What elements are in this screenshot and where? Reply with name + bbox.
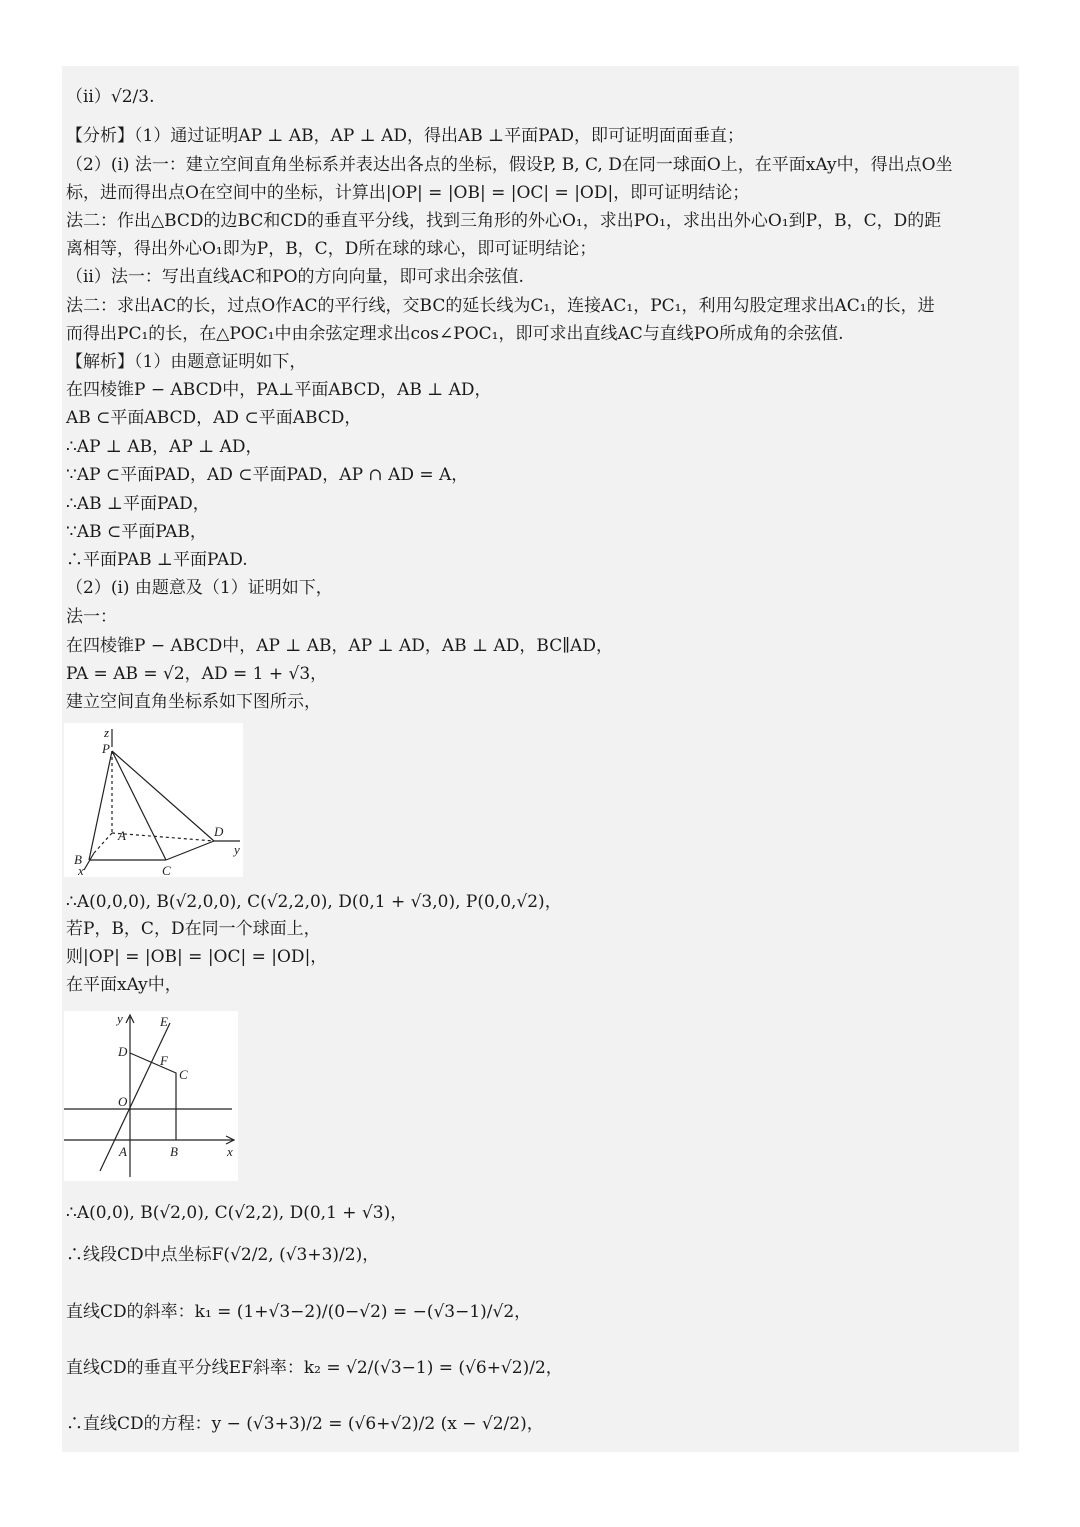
fig2-label-E: E (160, 1014, 168, 1029)
fig2-label-y: y (117, 1011, 123, 1026)
analysis-line-4: 法二：作出△BCD的边BC和CD的垂直平分线，找到三角形的外心O₁，求出PO₁，求出出外心O₁到P，B，C，D的距 (66, 211, 942, 231)
plane-figure (64, 1011, 238, 1181)
solution-line-3: AB ⊂平面ABCD，AD ⊂平面ABCD， (66, 408, 362, 428)
fig2-label-D: D (118, 1044, 128, 1059)
solution-line-22: ∴直线CD的方程：y − (√3+3)/2 = (√6+√2)/2 (x − √2/2)， (66, 1414, 544, 1434)
solution-line-5: ∵AP ⊂平面PAD，AD ⊂平面PAD，AP ∩ AD = A， (66, 465, 469, 485)
fig1-label-A: A (118, 828, 126, 843)
fig1-label-P: P (102, 741, 110, 756)
fig2-label-A: A (119, 1144, 127, 1159)
analysis-line-2: （2）(i) 法一：建立空间直角坐标系并表达出各点的坐标，假设P, B, C, D在同一球面O上，在平面xAy中，得出点O坐 (66, 155, 953, 175)
analysis-line-5: 离相等，得出外心O₁即为P，B，C，D所在球的球心，即可证明结论； (66, 239, 597, 259)
document-page (62, 66, 1019, 1452)
solution-line-21: 直线CD的垂直平分线EF斜率：k₂ = √2/(√3−1) = (√6+√2)/2， (66, 1358, 563, 1378)
solution-line-4: ∴AP ⊥ AB，AP ⊥ AD， (66, 437, 263, 457)
analysis-line-3: 标，进而得出点O在空间中的坐标，计算出|OP| = |OB| = |OC| = |OD|，即可证明结论； (66, 183, 750, 203)
analysis-line-6: （ii）法一：写出直线AC和PO的方向向量，即可求出余弦值. (66, 267, 524, 287)
pyramid-figure (64, 723, 243, 877)
solution-line-6: ∴AB ⊥平面PAD， (66, 494, 210, 514)
solution-line-7: ∵AB ⊂平面PAB， (66, 522, 207, 542)
fig1-label-D: D (214, 824, 224, 839)
fig1-label-z: z (104, 725, 110, 740)
solution-line-10: 法一： (66, 607, 117, 627)
solution-line-13: 建立空间直角坐标系如下图所示， (66, 692, 321, 712)
solution-line-14: ∴A(0,0,0), B(√2,0,0), C(√2,2,0), D(0,1 + √3,0), P(0,0,√2)， (66, 892, 562, 912)
fig1-label-C: C (162, 863, 171, 877)
solution-line-16: 则|OP| = |OB| = |OC| = |OD|， (66, 947, 328, 967)
solution-line-8: ∴平面PAB ⊥平面PAD. (66, 550, 248, 570)
fig2-label-x: x (227, 1144, 233, 1159)
analysis-line-1: 【分析】（1）通过证明AP ⊥ AB，AP ⊥ AD，得出AB ⊥平面PAD，即可证明面面垂直； (66, 126, 744, 146)
solution-line-20: 直线CD的斜率：k₁ = (1+√3−2)/(0−√2) = −(√3−1)/√2， (66, 1302, 532, 1322)
solution-line-9: （2）(i) 由题意及（1）证明如下， (66, 578, 333, 598)
solution-line-18: ∴A(0,0), B(√2,0), C(√2,2), D(0,1 + √3)， (66, 1203, 408, 1223)
solution-line-17: 在平面xAy中， (66, 975, 182, 995)
solution-line-12: PA = AB = √2，AD = 1 + √3， (66, 664, 328, 684)
solution-line-11: 在四棱锥P − ABCD中，AP ⊥ AB，AP ⊥ AD，AB ⊥ AD，BC∥AD， (66, 636, 613, 656)
solution-line-19: ∴线段CD中点坐标F(√2/2, (√3+3)/2)， (66, 1245, 380, 1265)
fig2-label-B: B (170, 1144, 178, 1159)
solution-line-2: 在四棱锥P − ABCD中，PA⊥平面ABCD，AB ⊥ AD， (66, 380, 492, 400)
answer-ii-line: （ii）√2/3. (66, 87, 155, 107)
solution-line-15: 若P，B，C，D在同一个球面上， (66, 919, 321, 939)
fig1-label-x: x (78, 863, 84, 877)
fig2-label-O: O (118, 1094, 128, 1109)
solution-line-1: 【解析】（1）由题意证明如下， (66, 352, 307, 372)
fig1-label-B: B (74, 852, 82, 867)
fig1-label-y: y (234, 842, 240, 857)
fig2-label-F: F (160, 1053, 168, 1068)
analysis-line-7: 法二：求出AC的长，过点O作AC的平行线，交BC的延长线为C₁，连接AC₁，PC₁，利用勾股定理求出AC₁的长，进 (66, 296, 935, 316)
fig2-label-C: C (179, 1067, 188, 1082)
analysis-line-8: 而得出PC₁的长，在△POC₁中由余弦定理求出cos∠POC₁，即可求出直线AC与直线PO所成角的余弦值. (66, 324, 844, 344)
